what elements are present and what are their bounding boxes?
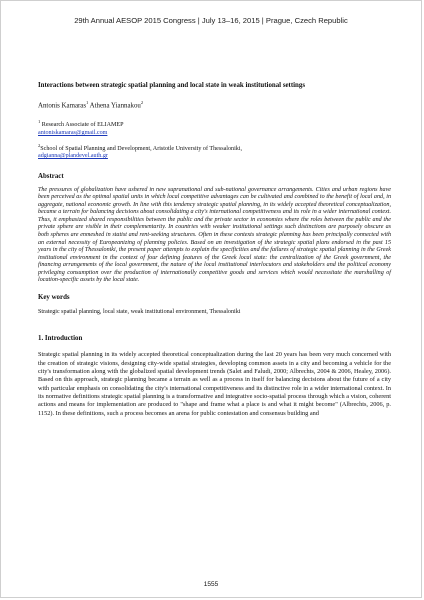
author-line [38,98,391,110]
affiliations [38,118,391,160]
affiliation-superscript: 2 [38,142,41,148]
affiliation-name: School of Spatial Planning and Development, Aristotle University of Thessaloniki, [40,145,243,152]
author-name: Antonis Kamaras [38,102,87,110]
introduction-heading: 1. Introduction [38,335,83,343]
email-link[interactable]: antoniskamaras@gmail.com [38,129,108,136]
affiliation-item [38,142,391,161]
keywords-text: Strategic spatial planning, local state, weak institutional environment, Thessaloniki [38,308,241,315]
paper-title: Interactions between strategic spatial planning and local state in weak institutional settings [38,82,306,89]
abstract-text: The pressures of globalization have ushered in new supranational and sub-national governance arrangements. Cities and urban regions have been perceived as the optimal spatial units in which local competitive advantages can be cultivated and combined to the benefit of local and, in aggregate, national economic growth. In line with this tendency strategic spatial planning, in its widely accepted theoretical conceptualization, became a terrain for balancing decisions about consolidating a city's international competitiveness and its role in a wider international context. Thus, it emphasized shared responsibilities between the public and the private sector in economies where the roles between the public and the private sphere are visible in their complementarity. In countries with weaker institutional settings such distinctions are purposely obscure as both spheres are enmeshed in statist and rent-seeking structures. Often in these contexts strategic planning has been principally connected with an external necessity of Europeanizing of planning policies. Based on an investigation of the strategic spatial plans endorsed in the past 15 years in the city of Thessaloniki, the present paper attempts to explain the specificities and the failures of strategic spatial planning in the Greek institutional environment in the context of four defining features of the Greek local state: the centralization of the Greek government, the financing arrangements of the local government, the nature of the local institutional interlocutors and stakeholders and the political economy privileging consumption over the production of internationally competitive goods and services which would necessitate the marshalling of location-specific assets by the local state. [38,186,391,284]
introduction-text: Strategic spatial planning in its widely accepted theoretical conceptualization during the last 20 years has been very much concerned with the creation of strategic visions, designing city-wide spatial strategies, developing common assets in a city and becoming a vehicle for the city's transformation along with the globalized spatial development trends (Salet and Faludi, 2000; Albrechts, 2004 & 2006, Healey, 2006). Based on this approach, strategic planning became a terrain as well as a process in itself for balancing decisions about the future of a city with particular emphasis on consolidating the city's international competitiveness and its distinctive role in a wider international context. In its normative definitions strategic spatial planning is a transformative and integrative socio-spatial process through which a vision, coherent actions and means for implementation are produced to "shape and frame what a place is and what it might become" (Albrechts, 2006, p. 1152). In these definitions, such a process becomes an arena for public contestation and consensus building and [38,351,391,417]
affiliation-superscript: 1 [38,119,41,125]
affiliation-name: Research Associate of ELIAMEP [40,122,124,129]
page-number: 1555 [203,581,219,588]
author-superscript: 1 [86,100,89,105]
keywords-heading: Key words [38,293,70,301]
abstract-heading: Abstract [38,172,64,180]
paper-content [38,81,391,418]
congress-header: 29th Annual AESOP 2015 Congress | July 13–16, 2015 | Prague, Czech Republic [74,16,348,25]
affiliation-item [38,118,391,137]
author-name: Athena Yiannakou [88,102,141,110]
email-link[interactable]: adgianna@plandevel.auth.gr [38,153,108,160]
author-superscript: 2 [140,100,144,105]
